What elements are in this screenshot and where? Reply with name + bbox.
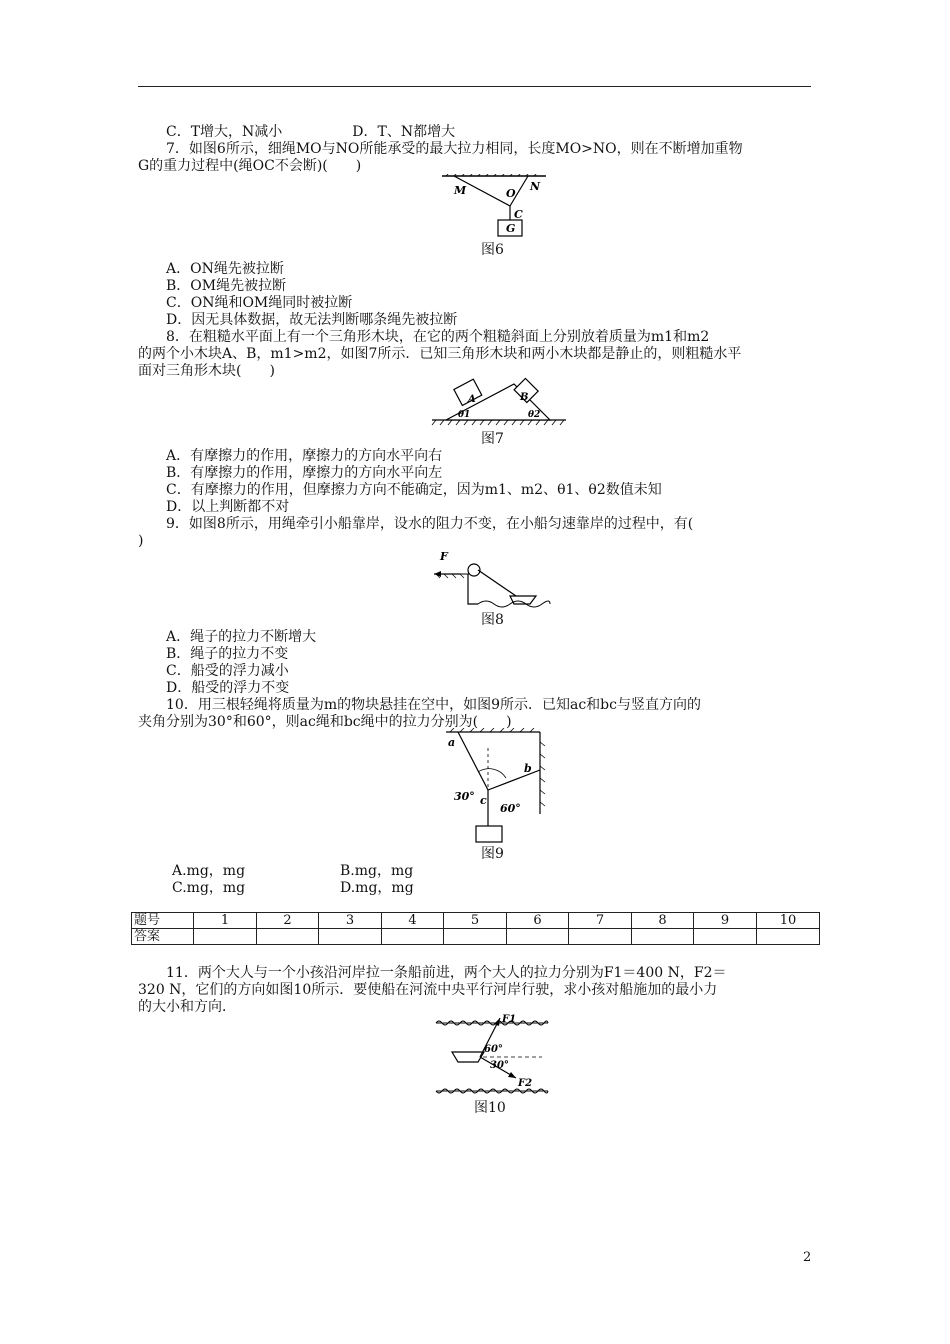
option-line: A．有摩擦力的作用，摩擦力的方向水平向右 [166, 448, 443, 464]
option-line: A.mg，mg [172, 863, 246, 879]
header-rule [138, 86, 811, 87]
answer-table-label: 答案 [132, 929, 194, 945]
figure-10 [432, 1012, 552, 1096]
option-line: D.mg，mg [340, 880, 414, 896]
figure-7 [428, 376, 570, 426]
option-line: C.mg，mg [172, 880, 246, 896]
answer-cell [757, 929, 820, 945]
label-angle-30: 30° [454, 790, 475, 803]
answer-table-label: 题号 [132, 913, 194, 929]
question-11-text: 320 N，它们的方向如图10所示．要使船在河流中央平行河岸行驶，求小孩对船施加的最小力 [138, 982, 718, 998]
figure-8 [428, 548, 556, 610]
figure-9-caption: 图9 [481, 846, 504, 862]
label-angle-60: 60° [484, 1044, 503, 1055]
question-8-text: 8．在粗糙水平面上有一个三角形木块，在它的两个粗糙斜面上分别放着质量为m1和m2 [166, 329, 710, 345]
answer-table-number: 4 [382, 913, 444, 929]
answer-cell [382, 929, 444, 945]
option-line: C．T增大，N减小 D．T、N都增大 [166, 124, 456, 140]
question-7-text: 7．如图6所示，细绳MO与NO所能承受的最大拉力相同，长度MO>NO，则在不断增加重物 [166, 141, 743, 157]
option-line: A．绳子的拉力不断增大 [166, 629, 317, 645]
figure-6 [440, 174, 550, 240]
figure-10-caption: 图10 [474, 1100, 506, 1116]
option-line: C．有摩擦力的作用，但摩擦力方向不能确定，因为m1、m2、θ1、θ2数值未知 [166, 482, 662, 498]
answer-table-number: 6 [507, 913, 569, 929]
figure-7-caption: 图7 [481, 431, 504, 447]
figure-6-caption: 图6 [481, 242, 504, 258]
label-c: c [480, 794, 487, 807]
label-n: N [530, 180, 541, 193]
question-7-text: G的重力过程中(绳OC不会断)( ) [138, 158, 362, 174]
page-number: 2 [803, 1250, 812, 1265]
answer-cell [507, 929, 569, 945]
question-8-text: 的两个小木块A、B，m1>m2，如图7所示．已知三角形木块和两小木块都是静止的，则粗糙水平 [138, 346, 742, 362]
figure-8-caption: 图8 [481, 612, 504, 628]
answer-table-number: 2 [257, 913, 319, 929]
option-line: A．ON绳先被拉断 [166, 261, 284, 277]
option-line: D．以上判断都不对 [166, 499, 290, 515]
answer-cell [632, 929, 694, 945]
label-b: b [524, 762, 532, 775]
option-line: B．绳子的拉力不变 [166, 646, 289, 662]
figure-9 [440, 728, 550, 846]
option-line: D．因无具体数据，故无法判断哪条绳先被拉断 [166, 312, 458, 328]
label-theta1: θ1 [458, 410, 471, 420]
question-10-text: 夹角分别为30°和60°，则ac绳和bc绳中的拉力分别为( ) [138, 714, 512, 730]
label-f: F [440, 550, 448, 563]
question-11-text: 的大小和方向． [138, 999, 236, 1015]
label-c: C [514, 208, 523, 221]
answer-table-number: 5 [444, 913, 507, 929]
answer-table-answer-row [132, 929, 820, 945]
label-o: O [506, 187, 516, 200]
answer-table-header-row [132, 913, 820, 929]
answer-table [131, 912, 820, 945]
answer-table-number: 8 [632, 913, 694, 929]
answer-cell [444, 929, 507, 945]
option-line: B.mg，mg [340, 863, 414, 879]
label-g: G [506, 222, 516, 235]
label-theta2: θ2 [528, 410, 541, 420]
question-8-text: 面对三角形木块( ) [138, 363, 275, 379]
question-11-text: 11．两个大人与一个小孩沿河岸拉一条船前进，两个大人的拉力分别为F1＝400 N，F2＝ [166, 965, 727, 981]
label-a: a [448, 736, 456, 749]
label-f2: F2 [518, 1078, 533, 1089]
answer-cell [319, 929, 382, 945]
label-b: B [520, 392, 529, 403]
label-angle-30: 30° [490, 1060, 509, 1071]
question-9-text: 9．如图8所示，用绳牵引小船靠岸，设水的阻力不变，在小船匀速靠岸的过程中，有( [166, 516, 694, 532]
label-f1: F1 [502, 1014, 517, 1025]
question-9-text: ) [138, 533, 144, 549]
question-10-text: 10．用三根轻绳将质量为m的物块悬挂在空中，如图9所示．已知ac和bc与竖直方向的 [166, 697, 701, 713]
answer-table-number: 9 [694, 913, 757, 929]
option-line: C．船受的浮力减小 [166, 663, 289, 679]
label-a: A [468, 394, 476, 405]
answer-cell [694, 929, 757, 945]
answer-cell [194, 929, 257, 945]
label-m: M [454, 184, 467, 197]
answer-cell [257, 929, 319, 945]
answer-cell [569, 929, 632, 945]
label-angle-60: 60° [500, 802, 521, 815]
option-line: C．ON绳和OM绳同时被拉断 [166, 295, 353, 311]
answer-table-number: 10 [757, 913, 820, 929]
answer-table-number: 1 [194, 913, 257, 929]
option-line: D．船受的浮力不变 [166, 680, 290, 696]
option-line: B．有摩擦力的作用，摩擦力的方向水平向左 [166, 465, 443, 481]
answer-table-number: 7 [569, 913, 632, 929]
option-line: B．OM绳先被拉断 [166, 278, 287, 294]
answer-table-number: 3 [319, 913, 382, 929]
